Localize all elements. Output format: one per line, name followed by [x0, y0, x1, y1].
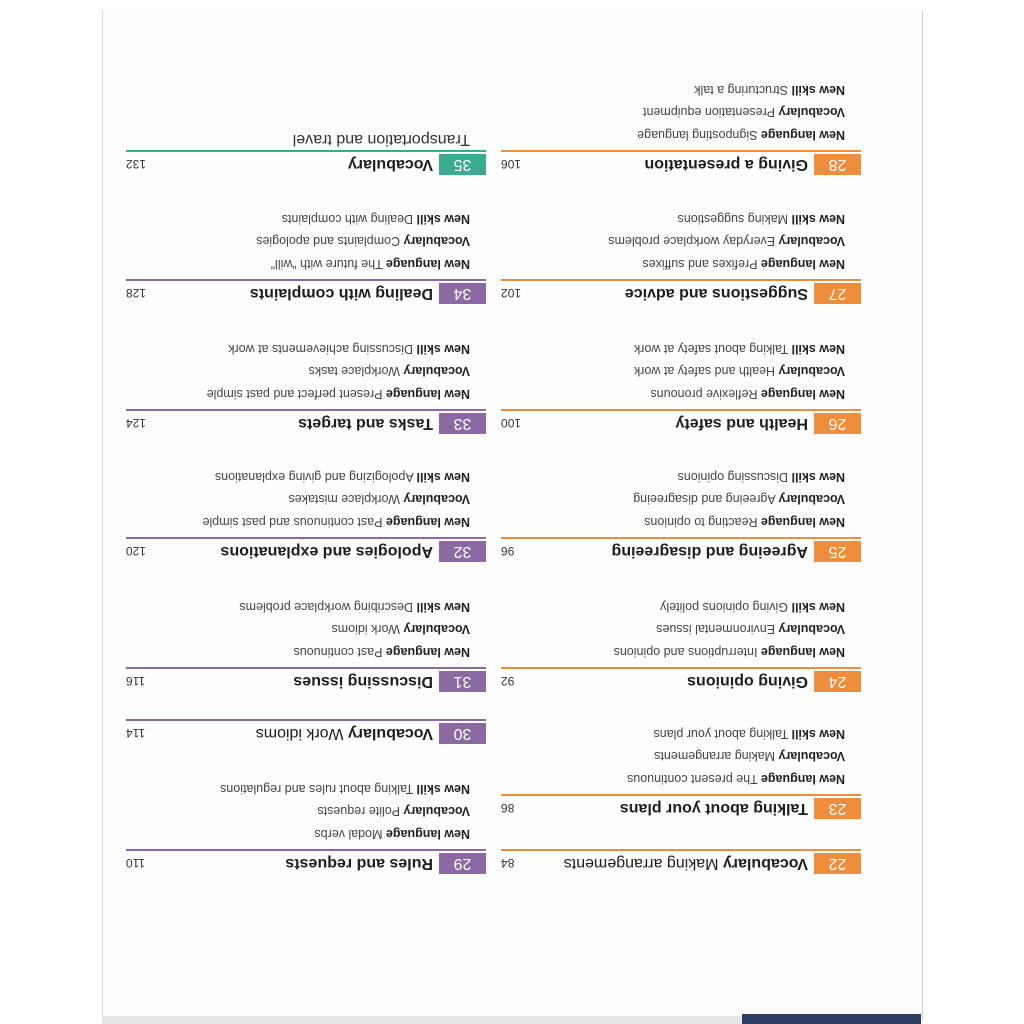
detail-value: Reflexive pronouns [650, 387, 758, 401]
toc-entry [126, 466, 486, 563]
detail-value: Dealing with complaints [281, 212, 414, 226]
detail-line [501, 641, 845, 664]
detail-label: Vocabulary [778, 105, 845, 120]
detail-line [501, 596, 845, 619]
detail-line [501, 488, 845, 511]
chapter-title-text: Giving a presentation [644, 156, 808, 173]
detail-label: New language [385, 387, 470, 401]
detail-line [126, 230, 470, 253]
page-number: 96 [501, 544, 515, 558]
chapter-title-text: Vocabulary [347, 725, 433, 742]
detail-line [126, 800, 470, 823]
chapter-number: 27 [814, 283, 861, 304]
page-number: 124 [126, 416, 147, 430]
detail-label: Vocabulary [778, 234, 845, 249]
detail-value: Past continuous and past simple [202, 515, 383, 529]
detail-value: Discussing achievements at work [228, 342, 414, 356]
chapter-number: 30 [439, 723, 486, 744]
entry-header [501, 849, 861, 874]
detail-value: Health and safety at work [634, 364, 776, 379]
detail-line [501, 79, 845, 102]
entry-details [126, 208, 470, 276]
chapter-description: Transportation and travel [292, 131, 470, 148]
toc-entry [501, 849, 861, 874]
detail-label: New skill [416, 782, 470, 796]
detail-label: New language [760, 257, 845, 271]
chapter-title-text: Talking about your plans [619, 800, 808, 817]
chapter-title-text: Rules and requests [285, 855, 433, 872]
detail-label: Vocabulary [778, 364, 845, 379]
detail-line [501, 466, 845, 489]
chapter-subtitle: Making arrangements [563, 855, 719, 872]
detail-label: New skill [416, 600, 470, 614]
detail-line [501, 208, 845, 231]
detail-value: Describing workplace problems [239, 600, 414, 614]
detail-line [501, 124, 845, 147]
detail-label: Vocabulary [778, 622, 845, 637]
detail-value: Prefixes and suffixes [642, 257, 758, 271]
detail-line [126, 641, 470, 664]
toc-entry [126, 338, 486, 435]
chapter-number: 32 [439, 541, 486, 562]
entry-header [501, 279, 861, 304]
chapter-title [250, 283, 433, 304]
detail-line [501, 230, 845, 253]
detail-line [126, 488, 470, 511]
chapter-title-text: Tasks and targets [298, 415, 433, 432]
page-number: 132 [126, 157, 147, 171]
page-number: 100 [501, 416, 522, 430]
detail-line [126, 253, 470, 276]
detail-line [501, 618, 845, 641]
detail-value: Complaints and apologies [256, 234, 401, 249]
detail-label: New language [760, 128, 845, 142]
page-number: 106 [501, 157, 522, 171]
detail-value: Environmental issues [656, 622, 776, 637]
detail-value: Talking about your plans [653, 727, 789, 741]
detail-label: New skill [791, 212, 845, 226]
page-number: 120 [126, 544, 147, 558]
chapter-title [348, 154, 433, 175]
entry-header [126, 279, 486, 304]
entry-details [501, 338, 845, 406]
detail-line [501, 723, 845, 746]
detail-label: Vocabulary [403, 492, 470, 507]
detail-line [126, 511, 470, 534]
detail-value: Making suggestions [677, 212, 789, 226]
entry-header [126, 667, 486, 692]
toc-entry [126, 130, 486, 175]
detail-label: New language [760, 772, 845, 786]
detail-label: New skill [791, 83, 845, 97]
chapter-title [298, 413, 433, 434]
entry-details [126, 338, 470, 406]
chapter-number: 24 [814, 671, 861, 692]
detail-value: Apologizing and giving explanations [214, 470, 414, 484]
page-number: 84 [501, 856, 515, 870]
detail-label: New language [385, 645, 470, 659]
toc-entry [126, 208, 486, 305]
page-number: 102 [501, 286, 522, 300]
detail-line [501, 101, 845, 124]
chapter-title [293, 671, 433, 692]
detail-value: Past continuous [293, 645, 383, 659]
detail-line [501, 768, 845, 791]
detail-line [501, 338, 845, 361]
chapter-title-text: Apologies and explanations [220, 543, 433, 560]
entry-details [501, 723, 845, 791]
detail-value: Structuring a talk [694, 83, 789, 97]
detail-label: Vocabulary [778, 749, 845, 764]
detail-label: New skill [416, 212, 470, 226]
detail-value: Work idioms [331, 622, 401, 637]
entry-details [126, 596, 470, 664]
chapter-subtitle: Work idioms [255, 725, 344, 742]
detail-line [126, 778, 470, 801]
entry-header [501, 409, 861, 434]
detail-value: Present perfect and past simple [206, 387, 383, 401]
chapter-title-text: Suggestions and advice [624, 285, 808, 302]
detail-value: Reacting to opinions [644, 515, 758, 529]
page-number: 116 [126, 674, 146, 688]
toc-entry [501, 596, 861, 693]
entry-header [501, 537, 861, 562]
entry-details [126, 466, 470, 534]
entry-header [501, 794, 861, 819]
detail-label: New skill [416, 342, 470, 356]
detail-value: Workplace tasks [308, 364, 401, 379]
entry-header [126, 849, 486, 874]
detail-line [501, 383, 845, 406]
chapter-number: 23 [814, 798, 861, 819]
detail-line [501, 745, 845, 768]
entry-details [126, 778, 470, 846]
detail-label: New language [385, 515, 470, 529]
entry-header [126, 150, 486, 175]
entry-header [126, 537, 486, 562]
toc-entry [126, 778, 486, 875]
entry-header [501, 150, 861, 175]
chapter-number: 25 [814, 541, 861, 562]
detail-label: Vocabulary [778, 492, 845, 507]
chapter-title-text: Discussing issues [293, 673, 433, 690]
detail-line [126, 823, 470, 846]
detail-label: Vocabulary [403, 234, 470, 249]
detail-line [126, 208, 470, 231]
chapter-number: 22 [814, 853, 861, 874]
detail-label: Vocabulary [403, 804, 470, 819]
toc-entry [501, 79, 861, 176]
detail-label: New language [760, 515, 845, 529]
chapter-title [256, 723, 433, 744]
detail-label: Vocabulary [403, 364, 470, 379]
toc-entry [501, 338, 861, 435]
detail-label: New skill [416, 470, 470, 484]
chapter-title-text: Agreeing and disagreeing [611, 543, 808, 560]
detail-value: Agreeing and disagreeing [633, 492, 776, 507]
detail-label: New language [760, 645, 845, 659]
page-number: 128 [126, 286, 147, 300]
detail-value: The present continuous [627, 772, 758, 786]
detail-label: New language [385, 827, 470, 841]
chapter-number: 35 [439, 154, 486, 175]
entry-header [126, 409, 486, 434]
entry-details [501, 466, 845, 534]
chapter-title [644, 154, 808, 175]
chapter-title [564, 853, 808, 874]
chapter-title-text: Giving opinions [687, 673, 808, 690]
detail-label: New skill [791, 470, 845, 484]
detail-value: The future with “will” [270, 257, 383, 271]
detail-label: New language [385, 257, 470, 271]
chapter-title-text: Dealing with complaints [249, 285, 433, 302]
chapter-title-text: Vocabulary [347, 156, 433, 173]
page-number: 86 [501, 801, 515, 815]
detail-label: New skill [791, 600, 845, 614]
toc-entry [501, 723, 861, 820]
detail-value: Polite requests [317, 804, 401, 819]
chapter-title-text: Health and safety [675, 415, 808, 432]
detail-label: New language [760, 387, 845, 401]
detail-line [126, 596, 470, 619]
detail-line [501, 360, 845, 383]
chapter-number: 26 [814, 413, 861, 434]
page-number: 114 [126, 726, 146, 740]
detail-line [501, 511, 845, 534]
detail-line [126, 338, 470, 361]
detail-value: Discussing opinions [677, 470, 789, 484]
detail-line [126, 466, 470, 489]
detail-line [126, 383, 470, 406]
chapter-number: 29 [439, 853, 486, 874]
chapter-title [612, 541, 808, 562]
entry-header [501, 667, 861, 692]
toc-entry [501, 466, 861, 563]
detail-value: Interruptions and opinions [613, 645, 758, 659]
detail-value: Everyday workplace problems [608, 234, 776, 249]
chapter-title [625, 283, 808, 304]
detail-line [126, 360, 470, 383]
detail-value: Making arrangements [654, 749, 776, 764]
toc-entry [501, 208, 861, 305]
toc-entry [126, 719, 486, 744]
chapter-title [687, 671, 808, 692]
chapter-title [676, 413, 808, 434]
chapter-title [221, 541, 433, 562]
detail-value: Talking about safety at work [634, 342, 789, 356]
entry-details [501, 596, 845, 664]
page-number: 110 [126, 856, 146, 870]
detail-value: Talking about rules and regulations [220, 782, 414, 796]
detail-label: New skill [791, 342, 845, 356]
detail-label: New skill [791, 727, 845, 741]
chapter-number: 33 [439, 413, 486, 434]
detail-value: Giving opinions politely [660, 600, 789, 614]
chapter-number: 31 [439, 671, 486, 692]
toc-entry [126, 596, 486, 693]
detail-value: Workplace mistakes [288, 492, 401, 507]
page-number: 92 [501, 674, 515, 688]
detail-label: Vocabulary [403, 622, 470, 637]
chapter-title [620, 798, 808, 819]
detail-line [126, 618, 470, 641]
entry-header [126, 719, 486, 744]
chapter-title [285, 853, 433, 874]
detail-line [501, 253, 845, 276]
chapter-title-text: Vocabulary [722, 855, 808, 872]
entry-details [501, 208, 845, 276]
detail-value: Signposting language [637, 128, 758, 142]
chapter-number: 28 [814, 154, 861, 175]
entry-details [501, 79, 845, 147]
chapter-number: 34 [439, 283, 486, 304]
detail-value: Modal verbs [314, 827, 383, 841]
detail-value: Presentation equipment [643, 105, 776, 120]
